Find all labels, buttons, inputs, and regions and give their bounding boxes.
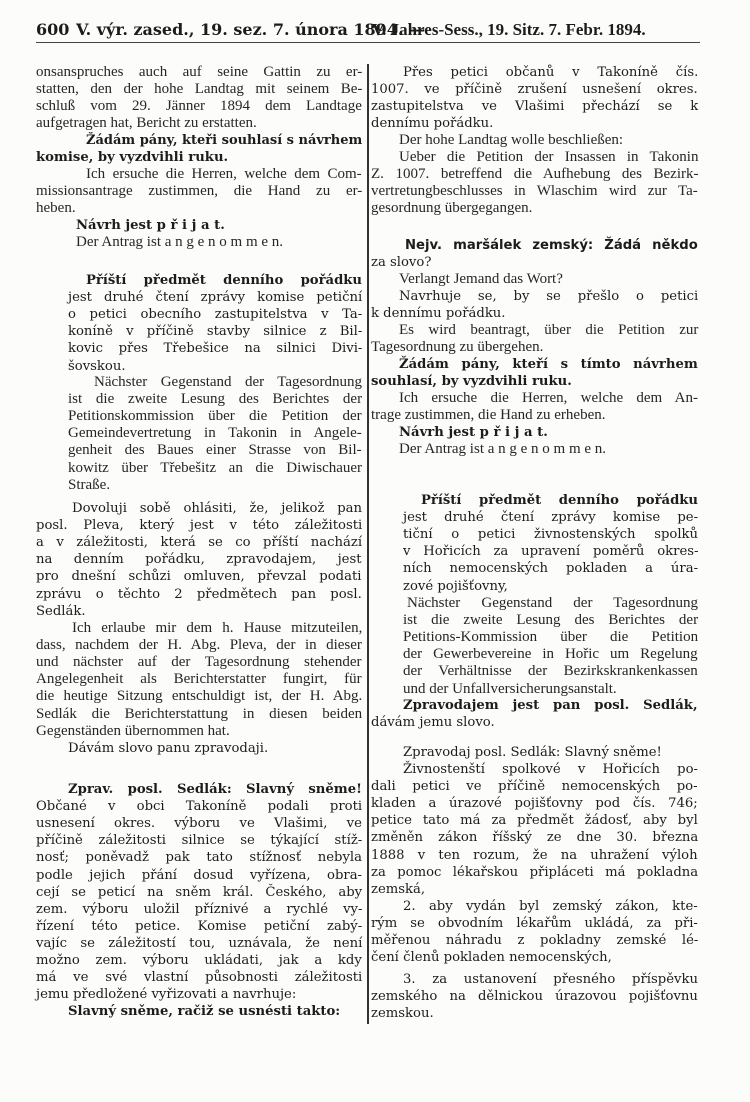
left-column-line: Straße. xyxy=(68,476,111,493)
left-column-line: jest druhé čtení zprávy komise petiční xyxy=(68,290,363,306)
right-column-line: zové pojišťovny, xyxy=(403,578,508,594)
right-column-line: Navrhuje se, by se přešlo o petici xyxy=(399,289,699,304)
right-column-line: Petitions-Kommission über die Petition xyxy=(403,629,699,646)
left-column-line: má ve své vlastní působnosti záležitosti xyxy=(36,970,363,986)
left-column-line: vajíc se záležitostí tou, uznávala, že není xyxy=(36,935,363,951)
right-column-line: Zpravodajem jest pan posl. Sedlák, xyxy=(403,698,698,713)
left-column-line: Der Antrag ist a n g e n o m m e n. xyxy=(76,234,284,250)
left-column-line: Slavný sněme, račiž se usnésti takto: xyxy=(68,1004,341,1019)
left-column-line: Sedlák. xyxy=(36,603,86,619)
left-column-line: die heutige Sitzung entschuldigt ist, der H. Abg. xyxy=(36,688,363,705)
left-column-line: zprávu o těchto 2 předmětech pan posl. xyxy=(36,586,362,602)
right-column-line: Zpravodaj posl. Sedlák: Slavný sněme! xyxy=(403,745,662,760)
left-column-line: Angelegenheit als Berichterstatter fungirt, für xyxy=(36,671,362,688)
right-column-line: za pomoc lékařskou připláceti má pokladna xyxy=(371,864,699,880)
right-column-line: Nächster Gegenstand der Tagesordnung xyxy=(407,595,699,611)
left-column-line: Zprav. posl. Sedlák: Slavný sněme! xyxy=(68,782,362,797)
left-column-line: Sedlák die Berichterstattung in diesen beiden xyxy=(36,705,363,722)
right-column-line: tiční o petici živnostenských spolků xyxy=(403,527,699,543)
left-column-line: Nächster Gegenstand der Tagesordnung xyxy=(94,374,363,390)
right-column-line: jest druhé čtení zprávy komise pe- xyxy=(403,510,699,526)
left-column-line: šovskou. xyxy=(68,358,126,374)
left-column-line: aufgetragen hat, Bericht zu erstatten. xyxy=(36,115,257,132)
left-column-line: koníně v příčině stavby silnice z Bil- xyxy=(68,324,363,340)
left-column-line: cejí se peticí na sněm král. Českého, aby xyxy=(36,884,363,900)
right-column-line: Nejv. maršálek zemský: Žádá někdo xyxy=(405,238,698,253)
right-column-line: Z. 1007. betreffend die Aufhebung des Bezirk- xyxy=(371,166,699,183)
left-column-line: nosť; poněvadž pak tato stížnosť nebyla xyxy=(36,850,362,866)
right-column-line: k dennímu pořádku. xyxy=(371,306,506,322)
left-column-line: řízení této petice. Komise petiční zabý- xyxy=(36,918,363,934)
left-column-line: Petitionskommission über die Petition der xyxy=(68,408,362,425)
right-column-line: vertretungbeschlusses in Wlaschim wird zur Ta- xyxy=(371,183,698,200)
right-column-line: Tagesordnung zu übergehen. xyxy=(371,339,544,356)
left-column-line: o petici obecního zastupitelstva v Ta- xyxy=(68,307,363,323)
right-column-line: zemského na dělnickou úrazovou pojišťovnu xyxy=(371,989,698,1005)
right-column-line: zemskou. xyxy=(371,1006,434,1022)
left-column-line: statten, den der hohe Landtag mit seinem Be- xyxy=(36,81,363,98)
header-rule xyxy=(36,42,700,43)
right-column-line: Příští předmět denního pořádku xyxy=(421,493,699,508)
right-column-line: und der Unfallversicherungsanstalt. xyxy=(403,680,617,697)
right-column-line: Der hohe Landtag wolle beschließen: xyxy=(399,132,624,148)
right-column-line: 1888 v ten rozum, že na uhražení výloh xyxy=(371,847,698,863)
column-divider xyxy=(367,64,369,1024)
right-column-line: gesordnung übergegangen. xyxy=(371,200,533,217)
page-number: 600 xyxy=(36,20,70,39)
left-column-line: komise, by vyzdvihli ruku. xyxy=(36,150,229,166)
right-column-line: dávám jemu slovo. xyxy=(371,715,495,731)
right-column-line: Přes petici občanů v Takoníně čís. xyxy=(403,65,699,80)
left-column-line: schluß vom 29. Jänner 1894 dem Landtage xyxy=(36,98,362,115)
left-column-line: Gegenständen übernommen hat. xyxy=(36,722,230,739)
left-column-line: genheit des Baues einer Strasse von Bil- xyxy=(68,442,362,459)
left-column-line: posl. Pleva, který jest v této záležitosti xyxy=(36,518,363,534)
right-column-line: petice tato má za předmět žádosť, aby byl xyxy=(371,813,698,829)
right-column-line: Der Antrag ist a n g e n o m m e n. xyxy=(399,441,607,457)
right-column-line: změněn zákon říšský ze dne 30. března xyxy=(371,830,699,846)
left-column-line: kowitz über Třebešitz an die Diwischauer xyxy=(68,459,363,476)
left-column-line: Ich erlaube mir dem h. Hause mitzuteilen, xyxy=(72,620,363,636)
right-column-line: Ich ersuche die Herren, welche dem An- xyxy=(399,390,698,406)
right-column-line: ist die zweite Lesung des Berichtes der xyxy=(403,612,699,629)
right-column-line: Živnostenští spolkové v Hořicích po- xyxy=(403,762,698,777)
right-column-line: dennímu pořádku. xyxy=(371,116,494,132)
right-column-line: 3. za ustanovení přesného příspěvku xyxy=(403,972,698,987)
left-column-line: onsanspruches auch auf seine Gattin zu er- xyxy=(36,64,363,80)
running-header-czech: V. výr. zased., 19. sez. 7. února 1894. — xyxy=(76,20,426,39)
right-column-line: souhlasí, by vyzdvihli ruku. xyxy=(371,374,572,390)
right-column-line: trage zustimmen, die Hand zu erheben. xyxy=(371,407,606,424)
right-column-line: rým se obvodním lékařům ukládá, za při- xyxy=(371,916,698,932)
right-column-line: der Verhältnisse der Bezirkskrankenkassen xyxy=(403,663,698,680)
left-column-line: Dovoluji sobě ohlásiti, že, jelikož pan xyxy=(72,501,362,516)
left-column-line: Občané v obci Takoníně podali proti xyxy=(36,799,363,815)
left-column-line: na denním pořádku, zpravodajem, jest xyxy=(36,552,362,568)
left-column-line: ist die zweite Lesung des Berichtes der xyxy=(68,391,363,408)
right-column-line: 1007. ve příčině zrušení usnešení okres. xyxy=(371,82,698,98)
left-column-line: heben. xyxy=(36,200,76,217)
right-column-line: čení členů pokladen nemocenských, xyxy=(371,950,612,966)
right-column-line: Es wird beantragt, über die Petition zur xyxy=(399,322,699,338)
left-column-line: příčině záležitosti silnice se týkající stíž- xyxy=(36,833,363,849)
right-column-line: kladen a úrazové pojišťovny pod čís. 746; xyxy=(371,796,698,812)
left-column-line: Návrh jest p ř i j a t. xyxy=(76,218,225,233)
left-column-line: und nächster auf der Tagesordnung stehender xyxy=(36,654,362,671)
right-column-line: dali petici ve příčině nemocenských po- xyxy=(371,779,698,795)
right-column-line: zemská, xyxy=(371,881,426,897)
left-column-line: Žádám pány, kteři souhlasí s návrhem xyxy=(86,133,363,148)
left-column-line: Dávám slovo panu zpravodaji. xyxy=(68,741,269,756)
left-column-line: Gemeindevertretung in Takonin in Angele- xyxy=(68,425,362,442)
left-column-line: dass, nachdem der H. Abg. Pleva, der in dieser xyxy=(36,637,362,654)
left-column-line: zem. výboru uložil příznivé a rychlé vy- xyxy=(36,901,363,917)
right-column-line: v Hořicích za upravení poměrů okres- xyxy=(403,544,699,560)
right-column-line: Návrh jest p ř i j a t. xyxy=(399,425,548,440)
left-column-line: jemu předložené vyřizovati a navrhuje: xyxy=(36,987,297,1003)
left-column-line: missionsantrage zustimmen, die Hand zu er- xyxy=(36,183,363,200)
left-column-line: podle jejich přání dosud vyřízena, obra- xyxy=(36,867,363,883)
right-column-line: 2. aby vydán byl zemský zákon, kte- xyxy=(403,899,698,914)
left-column-line: a v záležitosti, která se co příští nachází xyxy=(36,535,363,551)
right-column-line: der Gewerbevereine in Hořic um Regelung xyxy=(403,646,698,663)
left-column-line: možno zem. výboru ukládati, jak a kdy xyxy=(36,953,362,968)
left-column-line: Ich ersuche die Herren, welche dem Com- xyxy=(86,166,362,182)
right-column-line: za slovo? xyxy=(371,255,432,271)
left-column-line: Příští předmět denního pořádku xyxy=(86,273,363,288)
right-column-line: Verlangt Jemand das Wort? xyxy=(399,271,563,287)
right-column-line: Ueber die Petition der Insassen in Takonin xyxy=(399,149,699,165)
right-column-line: zastupitelstva ve Vlašimi přechází se k xyxy=(371,99,699,115)
left-column-line: usnesení okres. výboru ve Vlašimi, ve xyxy=(36,816,362,832)
right-column-line: ních nemocenských pokladen a úra- xyxy=(403,561,699,577)
right-column-line: měřenou náhradu z pokladny zemské lé- xyxy=(371,933,699,949)
left-column-line: kovic přes Třebešice na silnici Divi- xyxy=(68,341,363,357)
left-column-line: pro dnešní schůzi omluven, převzal podati xyxy=(36,569,362,585)
right-column-line: Žádám pány, kteří s tímto návrhem xyxy=(399,357,698,372)
running-header-german: V. Jahres-Sess., 19. Sitz. 7. Febr. 1894. xyxy=(372,20,646,39)
